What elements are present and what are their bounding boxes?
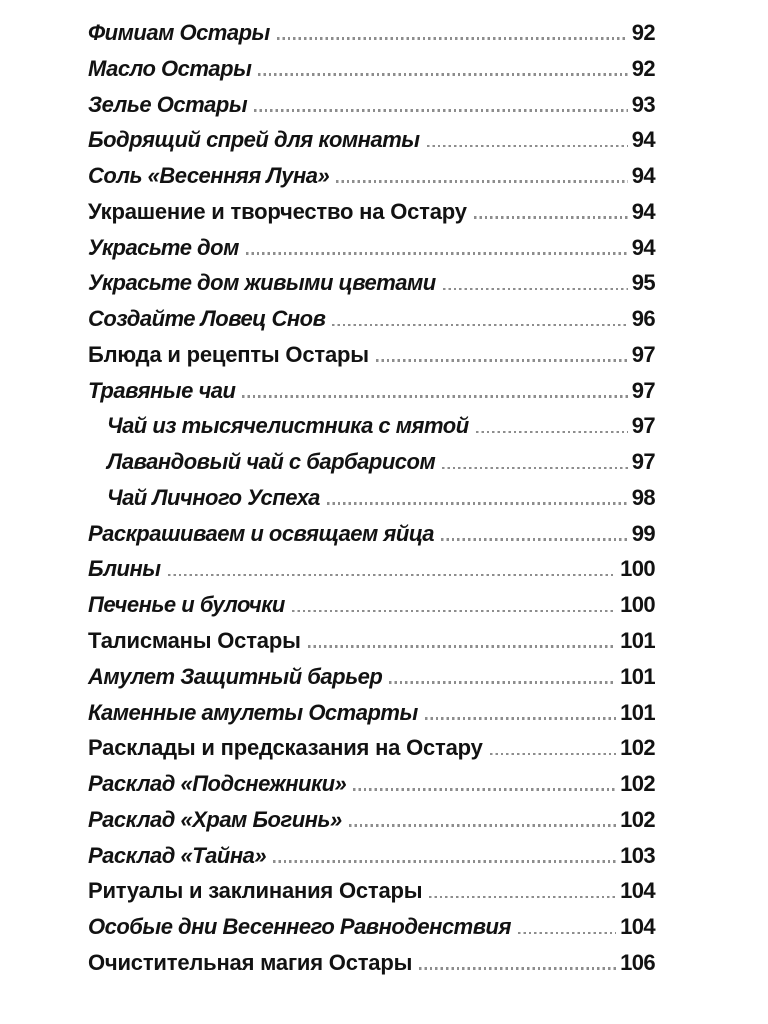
toc-entry-title: Лавандовый чай с барбарисом [107, 449, 436, 475]
toc-entry [88, 342, 655, 378]
toc-entry-title: Очистительная магия Остары [88, 949, 413, 975]
dotted-leader [336, 180, 627, 183]
toc-entry-title: Расклад «Подснежники» [88, 771, 347, 797]
toc-entry-page-number: 102 [620, 735, 655, 761]
toc-entry-title: Чай из тысячелистника с мятой [107, 413, 469, 439]
toc-entry [88, 628, 655, 664]
toc-entry-title: Каменные амулеты Остарты [88, 699, 418, 725]
dotted-leader [292, 610, 616, 613]
toc-entry-page-number: 101 [620, 699, 655, 725]
toc-entry-title: Бодрящий спрей для комнаты [88, 127, 420, 153]
dotted-leader [427, 145, 628, 148]
toc-entry-page-number: 94 [631, 163, 655, 189]
toc-entry [88, 485, 655, 521]
dotted-leader [353, 788, 616, 791]
toc-entry [88, 771, 655, 807]
dotted-leader [258, 73, 627, 76]
toc-entry [88, 235, 655, 271]
toc-entry [88, 521, 655, 557]
toc-entry-page-number: 106 [620, 949, 655, 975]
dotted-leader [254, 109, 628, 112]
toc-entry [88, 878, 655, 914]
toc-entry [88, 700, 655, 736]
toc-entry-title: Украшение и творчество на Остару [88, 198, 467, 224]
toc-entry [88, 127, 655, 163]
dotted-leader [441, 538, 628, 541]
toc-entry-page-number: 100 [620, 556, 655, 582]
toc-entry [88, 92, 655, 128]
dotted-leader [476, 431, 628, 434]
toc-entry [88, 270, 655, 306]
toc-entry [88, 735, 655, 771]
toc-entry-title: Раскрашиваем и освящаем яйца [88, 520, 434, 546]
dotted-leader [332, 324, 627, 327]
dotted-leader [349, 824, 616, 827]
toc-entry [88, 843, 655, 879]
toc-entry [88, 163, 655, 199]
dotted-leader [277, 37, 628, 40]
dotted-leader [273, 860, 616, 863]
toc-entry [88, 306, 655, 342]
toc-entry-page-number: 94 [631, 198, 655, 224]
dotted-leader [168, 574, 617, 577]
toc-entry-page-number: 96 [631, 306, 655, 332]
toc-entry-title: Соль «Весенняя Луна» [88, 163, 330, 189]
toc-entry-title: Травяные чаи [88, 377, 236, 403]
dotted-leader [442, 467, 627, 470]
toc-entry [88, 950, 655, 986]
toc-entry [88, 807, 655, 843]
toc-entry-page-number: 93 [631, 91, 655, 117]
toc-entry-page-number: 97 [631, 377, 655, 403]
dotted-leader [429, 896, 616, 899]
toc-entry-title: Украсьте дом [88, 234, 239, 260]
toc-entry-title: Фимиам Остары [88, 20, 270, 45]
toc-entry-page-number: 101 [620, 663, 655, 689]
toc-entry [88, 556, 655, 592]
toc-entry-title: Зелье Остары [88, 91, 248, 117]
toc-entry-page-number: 97 [631, 341, 655, 367]
dotted-leader [376, 359, 628, 362]
dotted-leader [474, 216, 628, 219]
toc-entry [88, 914, 655, 950]
toc-entry-page-number: 95 [631, 270, 655, 296]
toc-entry-page-number: 102 [620, 806, 655, 832]
toc-entry-page-number: 103 [620, 842, 655, 868]
toc-entry-page-number: 100 [620, 592, 655, 618]
dotted-leader [419, 967, 616, 970]
toc-entry [88, 20, 655, 56]
dotted-leader [518, 932, 616, 935]
toc-entry-page-number: 102 [620, 771, 655, 797]
toc-entry [88, 199, 655, 235]
toc-entry-page-number: 94 [631, 234, 655, 260]
dotted-leader [242, 395, 627, 398]
toc-entry-page-number: 94 [631, 127, 655, 153]
toc-entry-title: Талисманы Остары [88, 628, 301, 654]
toc-entry [88, 378, 655, 414]
toc-entry-title: Ритуалы и заклинания Остары [88, 878, 423, 904]
toc-entry-title: Создайте Ловец Снов [88, 306, 326, 332]
toc-entry-page-number: 98 [631, 484, 655, 510]
toc-entry-title: Амулет Защитный барьер [88, 663, 383, 689]
toc-entry-page-number: 99 [631, 520, 655, 546]
toc-entry-title: Масло Остары [88, 55, 252, 81]
toc-entry [88, 592, 655, 628]
toc-list [88, 20, 655, 986]
toc-entry-page-number: 92 [631, 20, 655, 45]
toc-entry [88, 413, 655, 449]
toc-entry-title: Блюда и рецепты Остары [88, 341, 369, 367]
toc-entry [88, 449, 655, 485]
dotted-leader [246, 252, 628, 255]
toc-entry-title: Расклады и предсказания на Остару [88, 735, 483, 761]
toc-entry-title: Печенье и булочки [88, 592, 285, 618]
toc-entry-page-number: 104 [620, 914, 655, 940]
toc-entry-title: Блины [88, 556, 161, 582]
dotted-leader [490, 753, 616, 756]
toc-entry-title: Расклад «Храм Богинь» [88, 806, 342, 832]
dotted-leader [327, 502, 628, 505]
toc-entry-title: Особые дни Весеннего Равноденствия [88, 914, 511, 940]
dotted-leader [425, 717, 616, 720]
toc-entry-page-number: 97 [631, 413, 655, 439]
toc-entry-title: Чай Личного Успеха [107, 484, 320, 510]
dotted-leader [443, 288, 628, 291]
dotted-leader [389, 681, 616, 684]
toc-entry-page-number: 101 [620, 628, 655, 654]
toc-entry [88, 664, 655, 700]
toc-entry-page-number: 104 [620, 878, 655, 904]
dotted-leader [308, 645, 616, 648]
toc-entry [88, 56, 655, 92]
toc-entry-page-number: 97 [631, 449, 655, 475]
toc-entry-page-number: 92 [631, 55, 655, 81]
toc-entry-title: Украсьте дом живыми цветами [88, 270, 436, 296]
toc-entry-title: Расклад «Тайна» [88, 842, 267, 868]
